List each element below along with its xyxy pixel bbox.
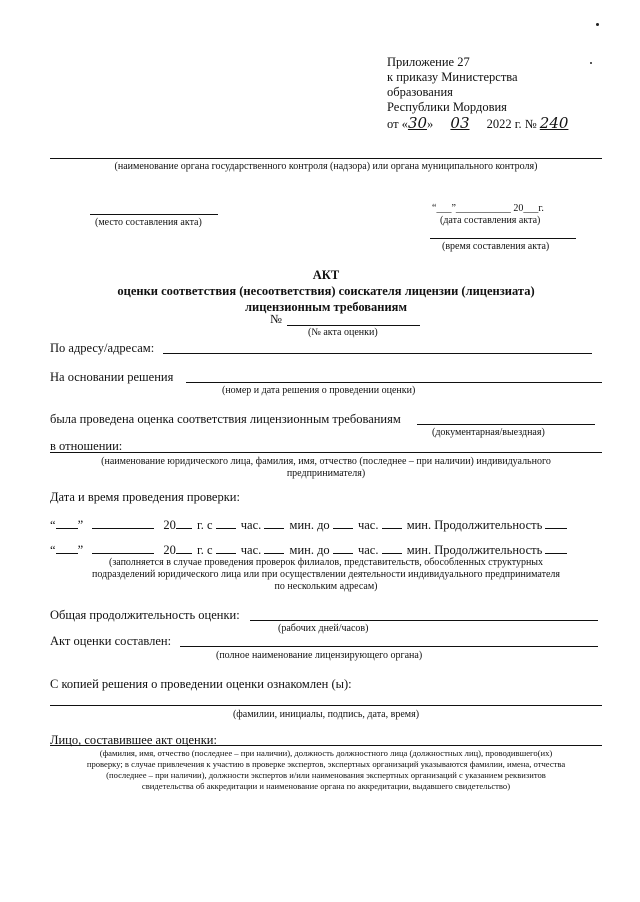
rows-caption-1: (заполняется в случае проведения проверок филиалов, представительств, обособленных структурных bbox=[108, 557, 544, 568]
rows-caption-2: подразделений юридического лица или при осуществлении деятельности индивидуального предпринимателя bbox=[91, 569, 561, 580]
person-caption-4: свидетельства об аккредитации и наименование органа по аккредитации, выдавшего свидетельство) bbox=[141, 781, 511, 791]
scan-speck bbox=[596, 23, 599, 26]
duration-field[interactable] bbox=[545, 516, 567, 529]
rows-caption-3: по нескольким адресам) bbox=[274, 581, 378, 592]
min-to-field[interactable] bbox=[382, 516, 402, 529]
date-template: “___”___________ 20___г. bbox=[432, 203, 544, 214]
duration-label: мин. Продолжительность bbox=[406, 543, 543, 557]
number-sign: № bbox=[270, 312, 282, 326]
number-caption: (№ акта оценки) bbox=[308, 327, 378, 338]
quote-open: “ bbox=[50, 518, 56, 532]
day-field[interactable] bbox=[56, 516, 78, 529]
address-line[interactable] bbox=[163, 353, 592, 354]
hour-label: час. bbox=[240, 518, 262, 532]
header-order-date bbox=[387, 114, 568, 132]
total-label: Общая продолжительность оценки: bbox=[50, 608, 240, 622]
datetime-label: Дата и время проведения проверки: bbox=[50, 490, 240, 504]
min-from-field[interactable] bbox=[264, 516, 284, 529]
title-line-2: оценки соответствия (несоответствия) соискателя лицензии (лицензиата) bbox=[117, 284, 535, 298]
month-field[interactable] bbox=[92, 516, 154, 529]
total-line[interactable] bbox=[250, 620, 598, 621]
copy-line[interactable] bbox=[50, 705, 602, 706]
year-prefix: 20 bbox=[163, 518, 176, 532]
quote-open: “ bbox=[50, 543, 56, 557]
address-label: По адресу/адресам: bbox=[50, 341, 155, 355]
hour-label-2: час. bbox=[357, 543, 379, 557]
header-line-4: Республики Мордовия bbox=[387, 100, 507, 114]
min-to-label: мин. до bbox=[289, 543, 330, 557]
hour-from-field[interactable] bbox=[216, 516, 236, 529]
day-field[interactable] bbox=[56, 541, 78, 554]
place-line bbox=[90, 214, 218, 215]
year-prefix: 20 bbox=[163, 543, 176, 557]
assessment-line[interactable] bbox=[417, 424, 595, 425]
total-caption: (рабочих дней/часов) bbox=[278, 623, 369, 634]
basis-caption: (номер и дата решения о проведении оценки) bbox=[222, 385, 416, 396]
min-to-label: мин. до bbox=[289, 518, 330, 532]
g-s-label: г. с bbox=[197, 518, 213, 532]
month-field[interactable] bbox=[92, 541, 154, 554]
date-prefix: от « bbox=[387, 117, 408, 131]
hour-from-field[interactable] bbox=[216, 541, 236, 554]
title-line-3: лицензионным требованиям bbox=[245, 300, 407, 314]
datetime-row-1 bbox=[50, 516, 567, 533]
composed-caption: (полное наименование лицензирующего органа) bbox=[216, 650, 423, 661]
regarding-line[interactable] bbox=[50, 452, 602, 453]
hour-label-2: час. bbox=[357, 518, 379, 532]
handwritten-day: 30 bbox=[407, 114, 428, 132]
header-line-3: образования bbox=[387, 85, 453, 99]
regarding-caption-2: предпринимателя) bbox=[286, 468, 366, 479]
composed-label: Акт оценки составлен: bbox=[50, 634, 172, 648]
duration-label: мин. Продолжительность bbox=[406, 518, 543, 532]
date-caption: (дата составления акта) bbox=[440, 215, 541, 226]
place-caption: (место составления акта) bbox=[95, 217, 202, 228]
control-body-caption: (наименование органа государственного контроля (надзора) или органа муниципального контроля) bbox=[114, 161, 538, 172]
header-line-1: Приложение 27 bbox=[387, 55, 470, 69]
quote-close: ” bbox=[77, 543, 84, 557]
date-mid: » bbox=[427, 117, 434, 131]
person-caption-2: проверку; в случае привлечения к участию в проверке экспертов, экспертных организаций указываются фамилии, имена, отчества bbox=[86, 759, 566, 769]
min-to-field[interactable] bbox=[382, 541, 402, 554]
title-akt: АКТ bbox=[312, 268, 340, 282]
regarding-label: в отношении: bbox=[50, 439, 123, 453]
scan-speck bbox=[590, 62, 592, 64]
person-caption-3: (последнее – при наличии), должности экспертов и/или наименования экспертных организаций с указанием реквизитов bbox=[106, 770, 546, 780]
quote-close: ” bbox=[77, 518, 84, 532]
min-from-field[interactable] bbox=[264, 541, 284, 554]
handwritten-order-number: 240 bbox=[539, 114, 569, 132]
hour-to-field[interactable] bbox=[333, 516, 353, 529]
person-label: Лицо, составившее акт оценки: bbox=[50, 733, 217, 747]
duration-field[interactable] bbox=[545, 541, 567, 554]
datetime-row-2 bbox=[50, 541, 567, 558]
assessment-caption: (документарная/выездная) bbox=[432, 427, 545, 438]
copy-caption: (фамилии, инициалы, подпись, дата, время) bbox=[232, 709, 420, 720]
basis-label: На основании решения bbox=[50, 370, 174, 384]
g-s-label: г. с bbox=[197, 543, 213, 557]
regarding-caption-1: (наименование юридического лица, фамилия, имя, отчество (последнее – при наличии) индивидуального bbox=[101, 456, 551, 467]
year-field[interactable] bbox=[176, 516, 192, 529]
assessment-label: была проведена оценка соответствия лицензионным требованиям bbox=[50, 412, 401, 426]
time-caption: (время составления акта) bbox=[442, 241, 550, 252]
basis-line[interactable] bbox=[186, 382, 602, 383]
person-line[interactable] bbox=[50, 745, 602, 746]
composed-line[interactable] bbox=[180, 646, 598, 647]
person-caption-1: (фамилия, имя, отчество (последнее – при наличии), должность должностного лица (должностных лиц), проводившего(их) bbox=[99, 748, 553, 758]
copy-label: С копией решения о проведении оценки ознакомлен (ы): bbox=[50, 677, 352, 691]
control-body-line bbox=[50, 158, 602, 159]
header-line-2: к приказу Министерства bbox=[387, 70, 518, 84]
number-line bbox=[287, 325, 420, 326]
handwritten-month: 03 bbox=[450, 114, 470, 132]
hour-label: час. bbox=[240, 543, 262, 557]
date-year: 2022 г. № bbox=[486, 117, 537, 131]
year-field[interactable] bbox=[176, 541, 192, 554]
hour-to-field[interactable] bbox=[333, 541, 353, 554]
time-line bbox=[430, 238, 576, 239]
